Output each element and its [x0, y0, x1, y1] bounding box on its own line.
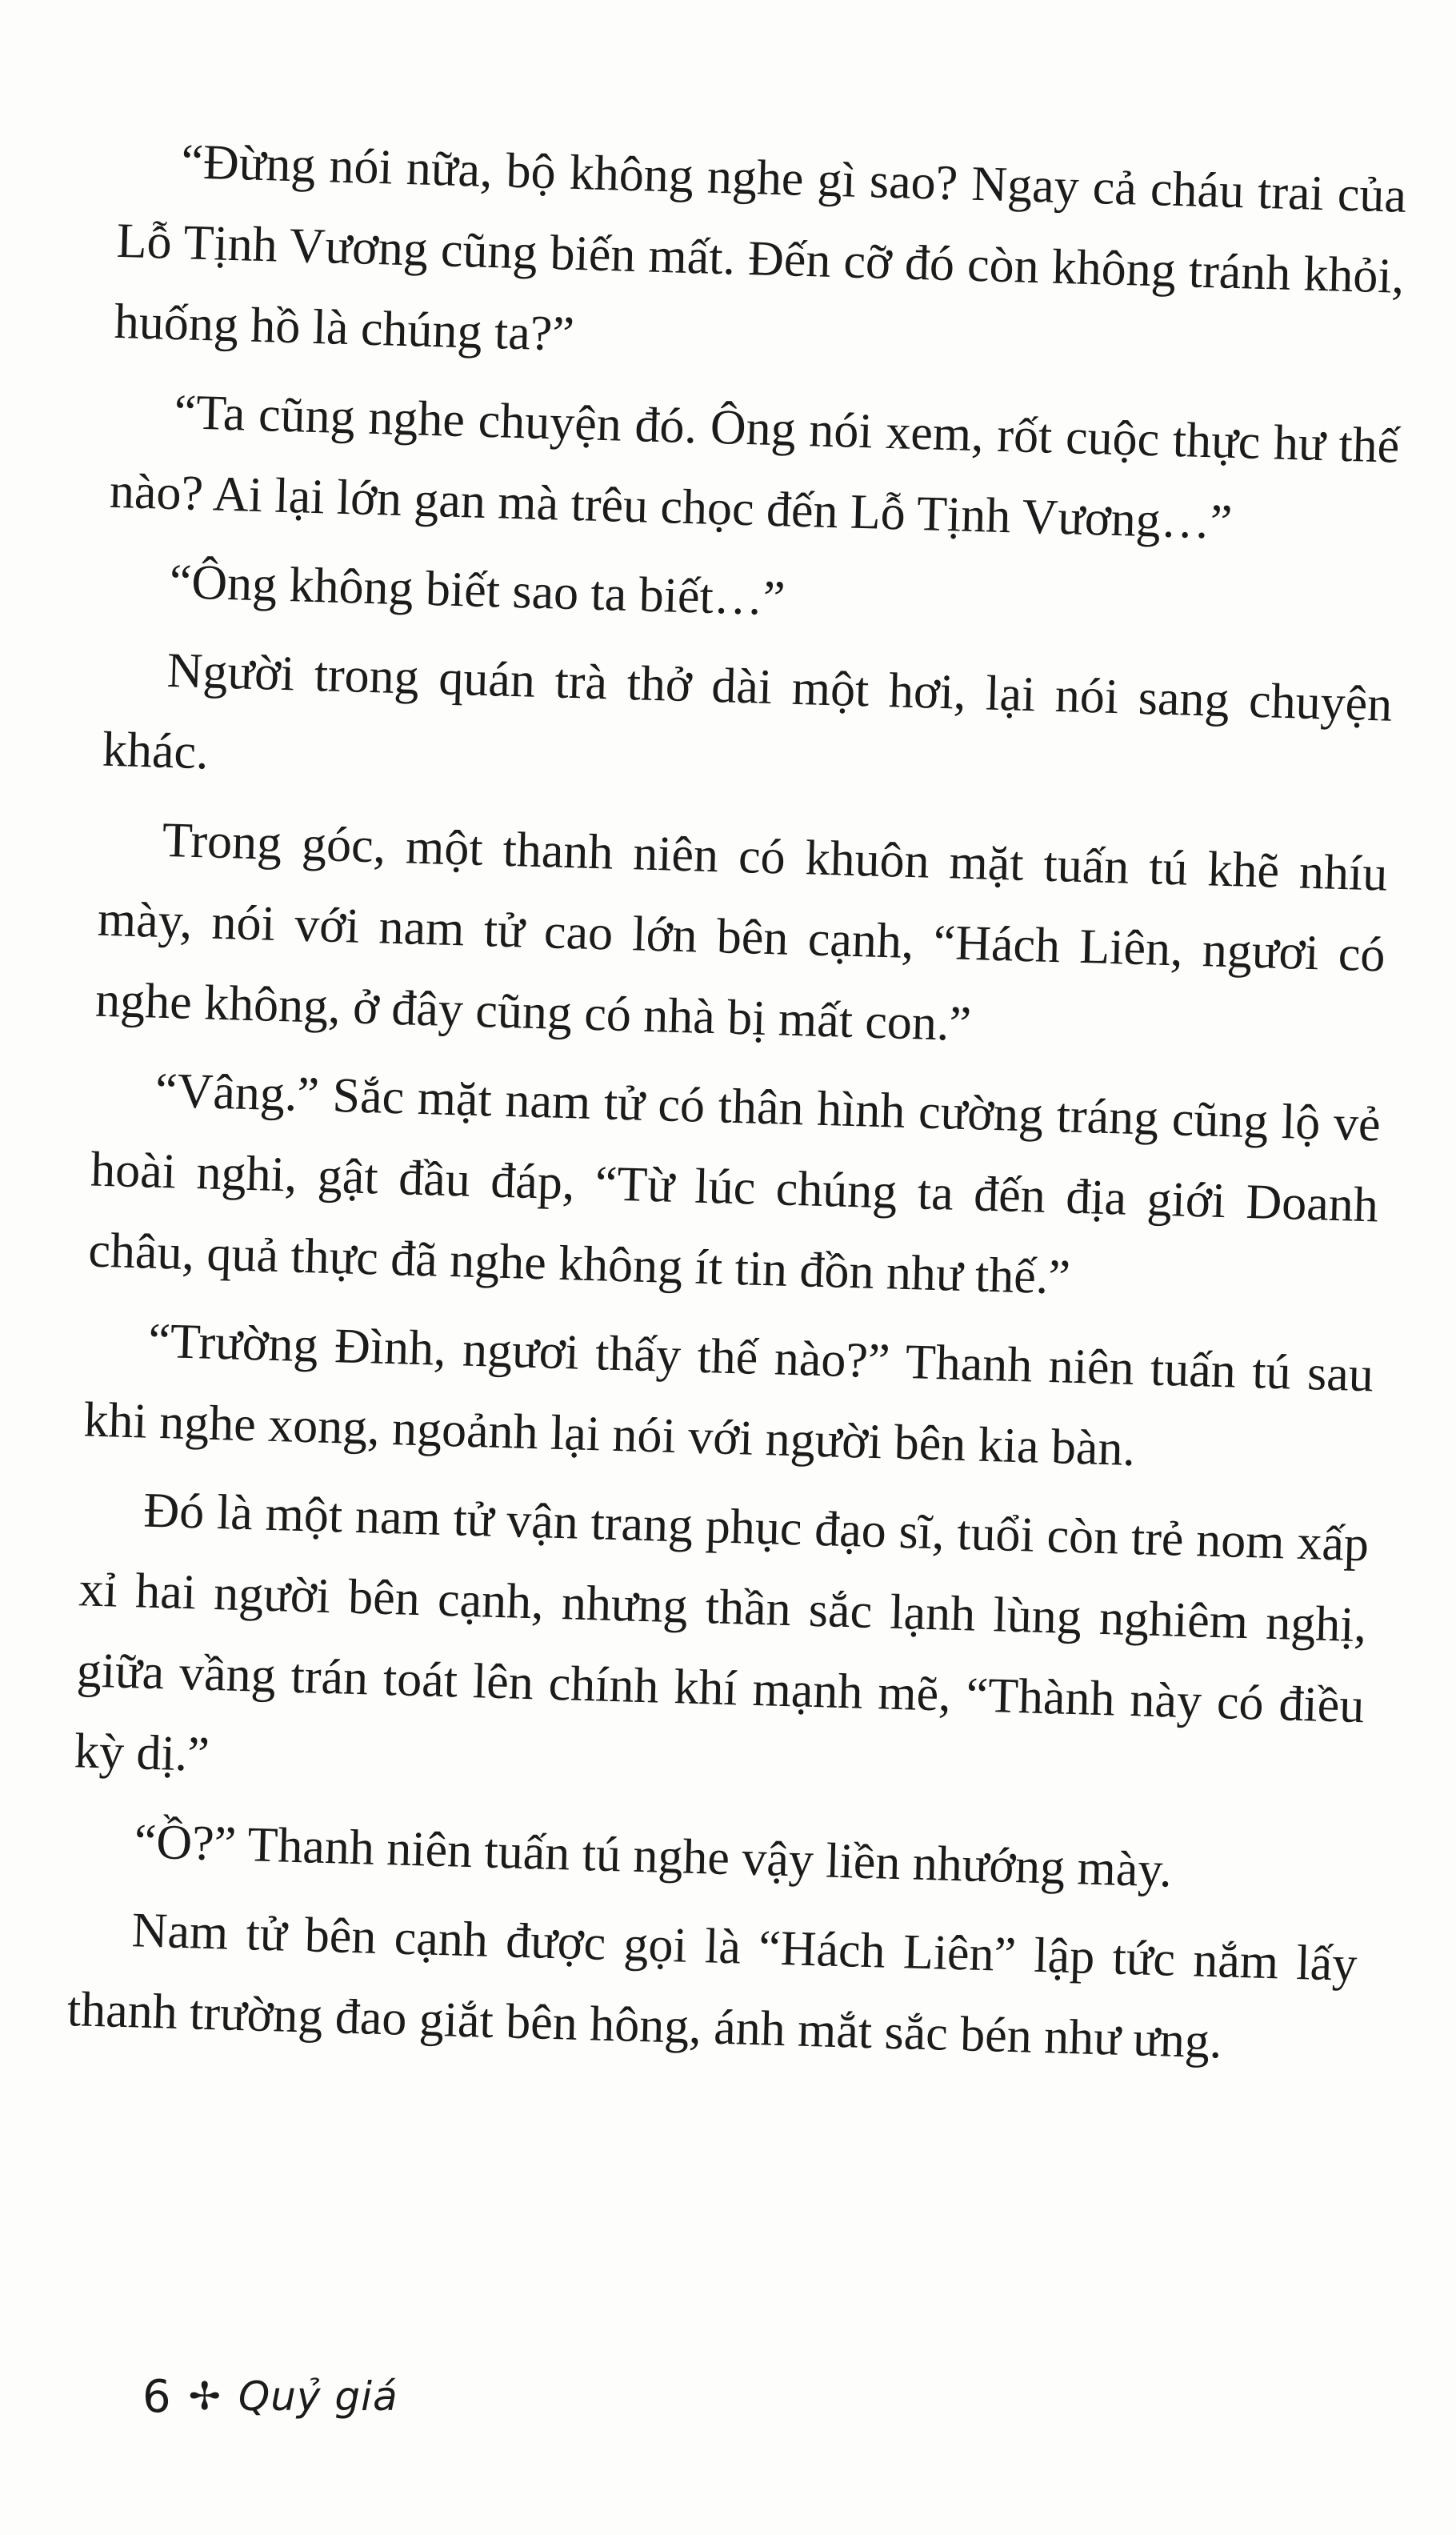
paragraph-5: Trong góc, một thanh niên có khuôn mặt tuấn tú khẽ nhíu mày, nói với nam tử cao lớn bên cạnh, “Hách Liên, ngươi có nghe không, ở đây cũng có nhà bị mất con.”: [94, 812, 1389, 1052]
body-text: [66, 120, 1407, 2094]
paragraph-7: “Trường Đình, ngươi thấy thế nào?” Thanh niên tuấn tú sau khi nghe xong, ngoảnh lại nói với người bên kia bàn.: [82, 1313, 1374, 1477]
paragraph-6: “Vâng.” Sắc mặt nam tử có thân hình cường tráng cũng lộ vẻ hoài nghi, gật đầu đáp, “Từ lúc chúng ta đến địa giới Doanh châu, quả thực đã nghe không ít tin đồn như thế.”: [87, 1063, 1382, 1305]
paragraph-10: Nam tử bên cạnh được gọi là “Hách Liên” lập tức nắm lấy thanh trường đao giắt bên hông, ánh mắt sắc bén như ưng.: [66, 1903, 1358, 2069]
running-title: Quỷ giá: [238, 2373, 398, 2420]
paragraph-4: Người trong quán trà thở dài một hơi, lại nói sang chuyện khác.: [102, 643, 1394, 780]
paragraph-1: “Đừng nói nữa, bộ không nghe gì sao? Ngay cả cháu trai của Lỗ Tịnh Vương cũng biến mất. Đến cỡ đó còn không tránh khỏi, huống hồ là chúng ta?”: [114, 134, 1407, 362]
paragraph-8: Đó là một nam tử vận trang phục đạo sĩ, tuổi còn trẻ nom xấp xỉ hai người bên cạnh, nhưng thần sắc lạnh lùng nghiêm nghị, giữa vầng trán toát lên chính khí mạnh mẽ, “Thành này có điều kỳ dị.”: [74, 1483, 1370, 1782]
ornament-icon: ✢: [188, 2374, 221, 2419]
paragraph-3: “Ông không biết sao ta biết…”: [168, 554, 786, 627]
paragraph-9: “Ồ?” Thanh niên tuấn tú nghe vậy liền nhướng mày.: [133, 1814, 1173, 1898]
paragraph-2: “Ta cũng nghe chuyện đó. Ông nói xem, rốt cuộc thực hư thế nào? Ai lại lớn gan mà trêu chọc đến Lỗ Tịnh Vương…”: [109, 385, 1401, 550]
page-footer: [142, 2365, 398, 2429]
page-number: 6: [142, 2370, 171, 2423]
